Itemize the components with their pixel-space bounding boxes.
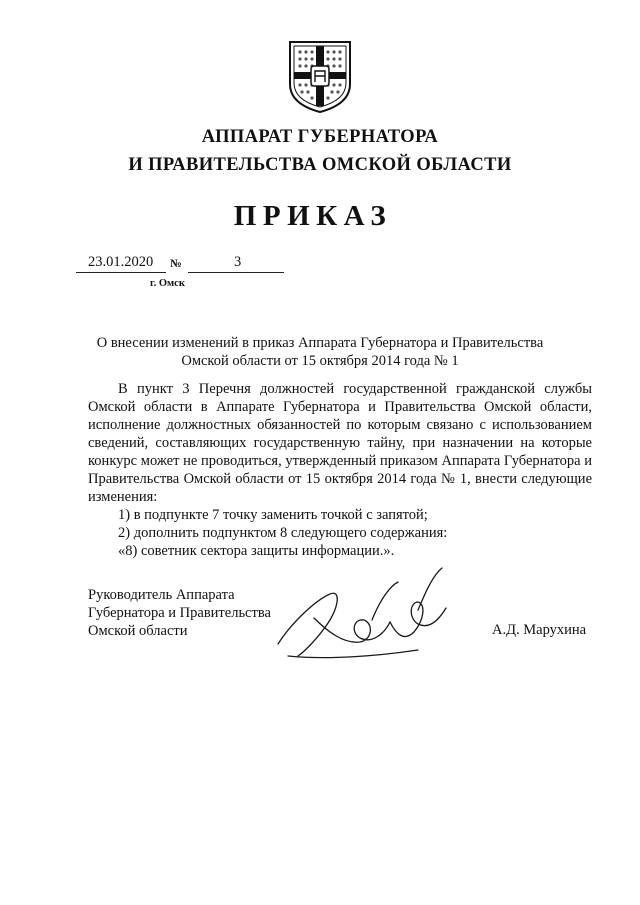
body-item-3: «8) советник сектора защиты информации.». <box>118 543 395 559</box>
document-number: 3 <box>234 254 242 270</box>
signatory-title-line1: Руководитель Аппарата <box>88 587 235 603</box>
signatory-title-line2: Губернатора и Правительства <box>88 605 271 621</box>
coat-of-arms-icon <box>286 38 354 114</box>
document-subject <box>0 334 640 370</box>
date-underline <box>76 272 166 273</box>
number-underline <box>188 272 284 273</box>
signatory-name: А.Д. Марухина <box>492 622 587 638</box>
body-item-2: 2) дополнить подпунктом 8 следующего содержания: <box>118 525 448 541</box>
document-city: г. Омск <box>150 278 185 289</box>
signatory-title <box>88 586 271 640</box>
document-body <box>88 380 592 560</box>
handwritten-signature-icon <box>268 560 456 672</box>
body-item-1: 1) в подпункте 7 точку заменить точкой с запятой; <box>118 507 428 523</box>
document-date: 23.01.2020 <box>88 254 154 270</box>
document-type-title: ПРИКАЗ <box>233 200 393 232</box>
organization-name-line2: И ПРАВИТЕЛЬСТВА ОМСКОЙ ОБЛАСТИ <box>128 155 512 175</box>
number-label: № <box>170 258 182 270</box>
subject-line1: О внесении изменений в приказ Аппарата Губернатора и Правительства <box>96 335 544 351</box>
subject-line2: Омской области от 15 октября 2014 года № 1 <box>181 353 459 369</box>
signatory-title-line3: Омской области <box>88 623 188 639</box>
organization-name-line1: АППАРАТ ГУБЕРНАТОРА <box>201 127 439 147</box>
body-paragraph: В пункт 3 Перечня должностей государственной гражданской службы Омской области в Аппарате Губернатора и Правительства Омской области, исполнение должностных обязанностей по которым связано с использованием сведений, составляющих государственную тайну, при назначении на которые конкурс может не проводиться, утвержденный приказом Аппарата Губернатора и Правительства Омской области от 15 октября 2014 года № 1, внести следующие изменения: <box>88 381 592 505</box>
